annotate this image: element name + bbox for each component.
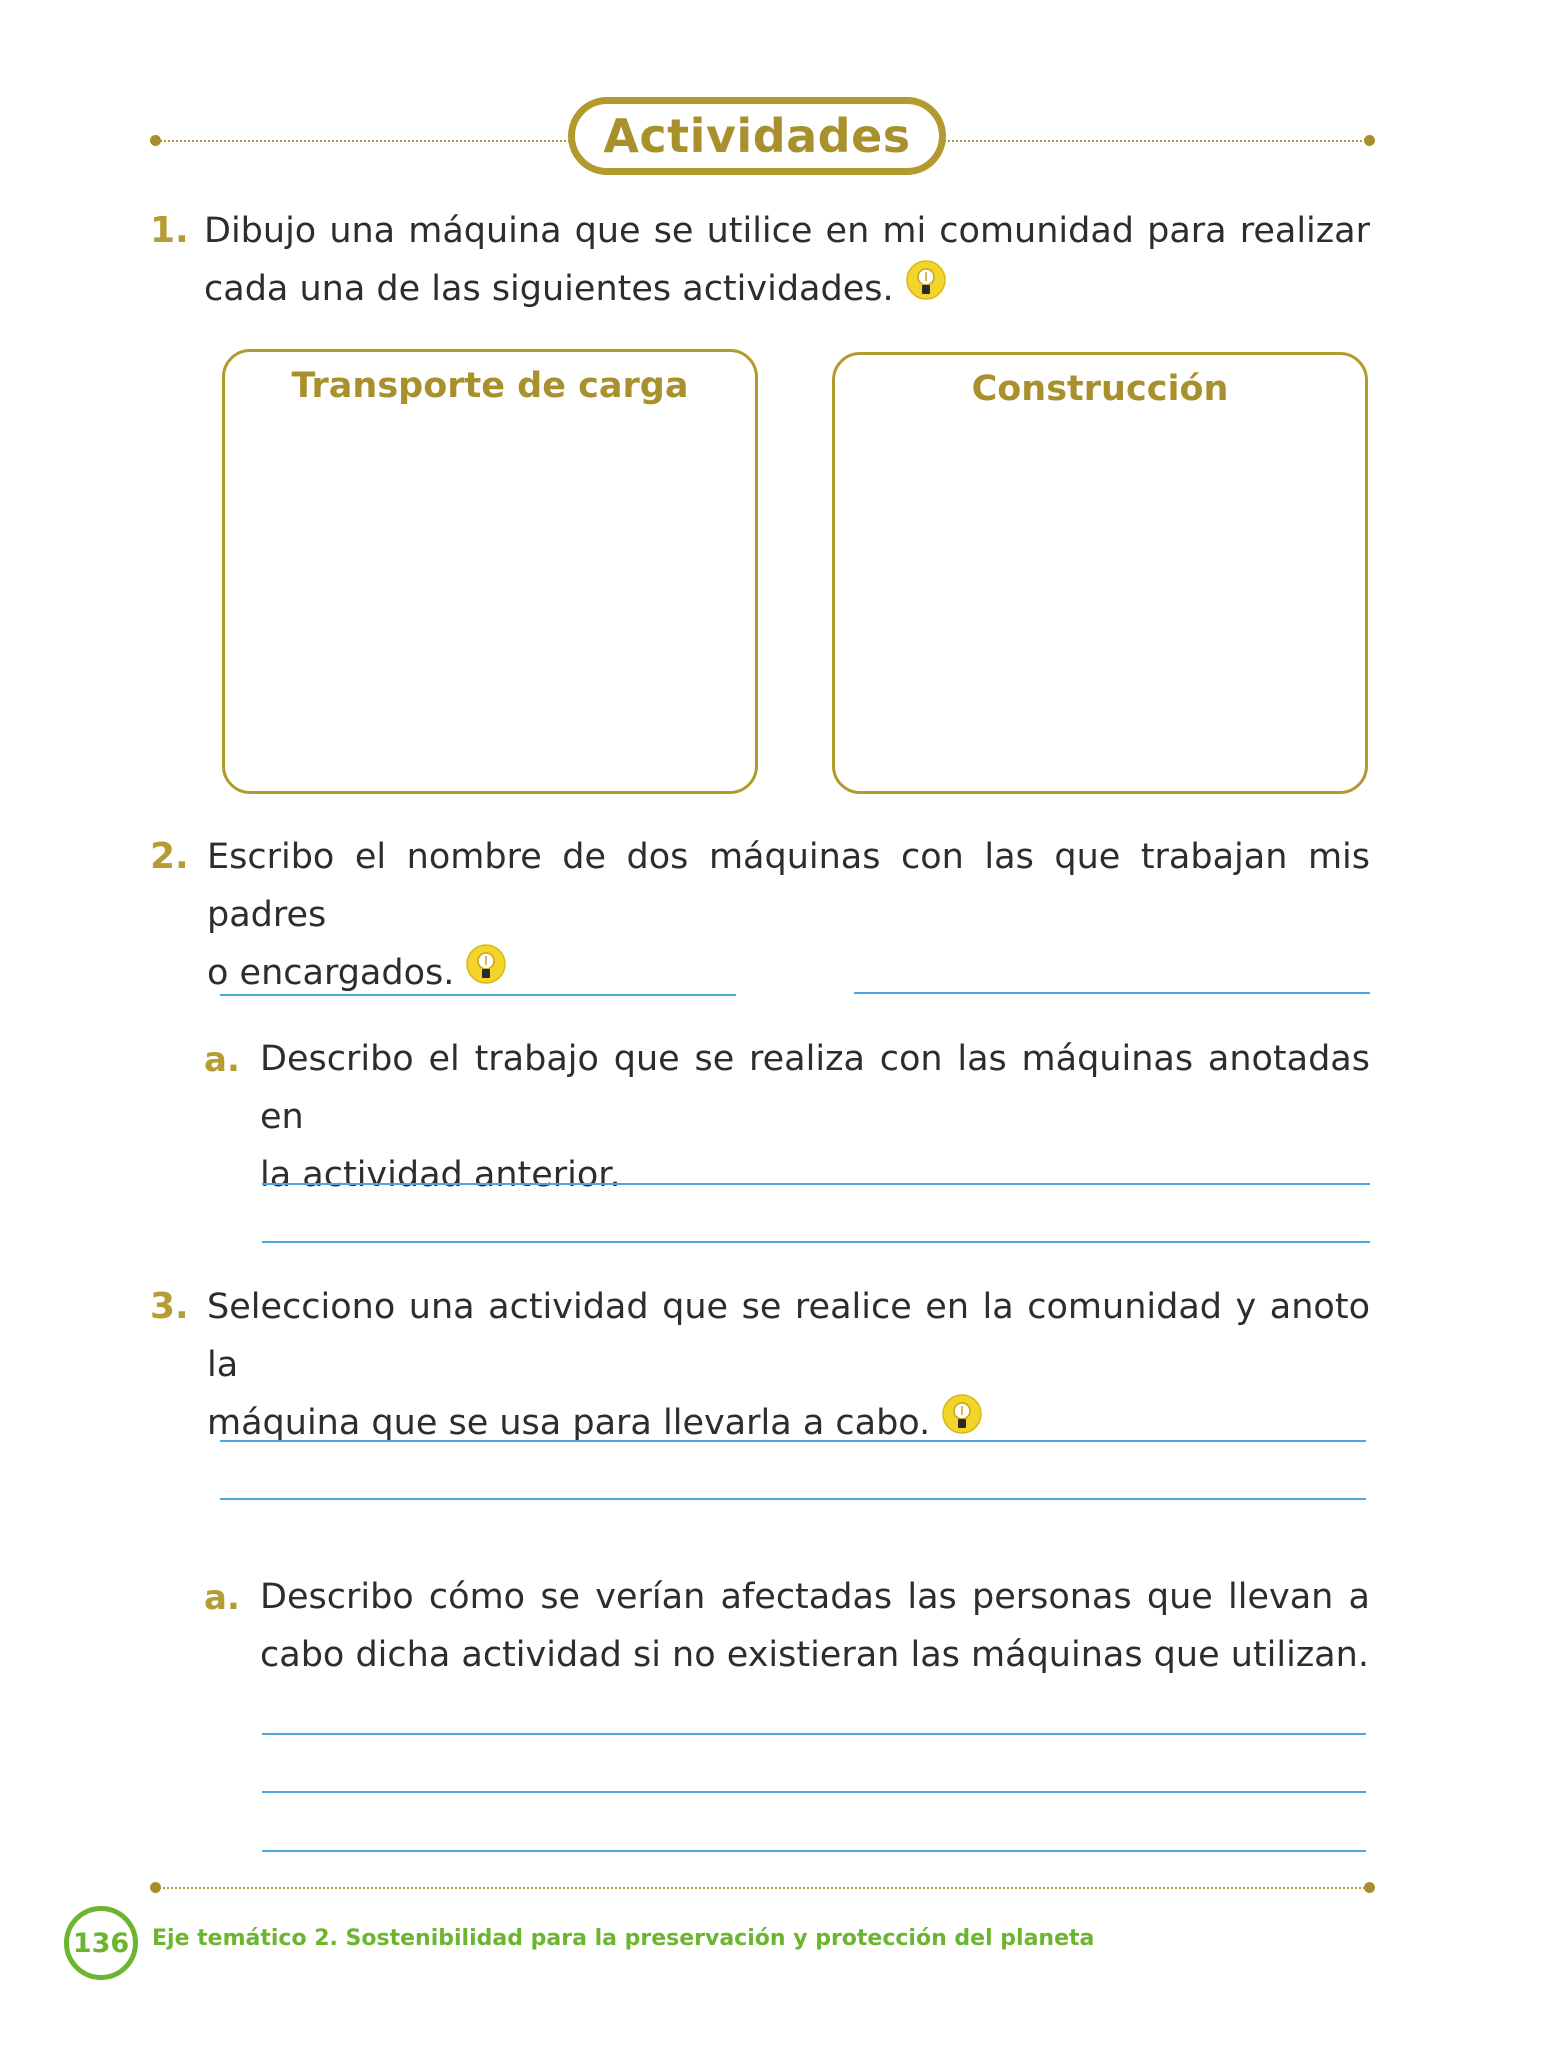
question-3a-line-1: Describo cómo se verían afectadas las personas que llevan a	[260, 1577, 1370, 1617]
page-number: 136	[72, 1927, 130, 1959]
section-title-text: Actividades	[603, 109, 911, 163]
lightbulb-icon	[464, 944, 508, 988]
footer-rule-dot-right	[1364, 1882, 1375, 1893]
answer-line-q2a-2[interactable]	[262, 1241, 1370, 1243]
question-2-line-1: Escribo el nombre de dos máquinas con las que trabajan mis padres	[207, 837, 1370, 935]
header-rule-left	[156, 140, 570, 142]
drawing-box-transporte-label: Transporte de carga	[291, 366, 689, 406]
question-3-line-2-text: máquina que se usa para llevarla a cabo.	[207, 1403, 931, 1443]
question-1-number: 1.	[150, 210, 189, 251]
question-3-line-2	[207, 1394, 1370, 1452]
lightbulb-icon	[940, 1394, 984, 1438]
header-rule-dot-right	[1364, 135, 1375, 146]
question-3a-letter: a.	[204, 1578, 240, 1618]
drawing-box-transporte[interactable]	[222, 349, 758, 794]
lightbulb-icon	[904, 260, 948, 304]
drawing-box-construccion-label: Construcción	[971, 369, 1229, 409]
question-2a-text	[260, 1030, 1370, 1204]
answer-line-q2a-1[interactable]	[262, 1183, 1370, 1185]
answer-line-q2-left[interactable]	[220, 994, 736, 996]
question-1-text	[204, 202, 1370, 318]
answer-line-q3-2[interactable]	[220, 1498, 1366, 1500]
answer-line-q3a-3[interactable]	[262, 1850, 1366, 1852]
question-3-number: 3.	[150, 1286, 189, 1327]
section-title	[568, 97, 946, 175]
question-1-line-2-text: cada una de las siguientes actividades.	[204, 269, 894, 309]
header-rule-right	[944, 140, 1370, 142]
footer-section-title: Eje temático 2. Sostenibilidad para la preservación y protección del planeta	[152, 1926, 1095, 1951]
header-rule-dot-left	[150, 135, 161, 146]
question-2-number: 2.	[150, 836, 189, 877]
answer-line-q3a-1[interactable]	[262, 1733, 1366, 1735]
page-number-badge	[64, 1906, 138, 1980]
answer-line-q2-right[interactable]	[854, 992, 1370, 994]
answer-line-q3-1[interactable]	[220, 1440, 1366, 1442]
question-3a-line-2: cabo dicha actividad si no existieran las máquinas que utilizan.	[260, 1635, 1369, 1675]
question-3-line-1: Selecciono una actividad que se realice en la comunidad y anoto la	[207, 1287, 1370, 1385]
question-2-text	[207, 828, 1370, 1002]
drawing-box-construccion[interactable]	[832, 352, 1368, 794]
question-3a-text	[260, 1568, 1370, 1684]
footer-rule	[156, 1887, 1368, 1889]
question-2a-line-1: Describo el trabajo que se realiza con las máquinas anotadas en	[260, 1039, 1370, 1137]
question-1-line-1: Dibujo una máquina que se utilice en mi comunidad para realizar	[204, 211, 1370, 251]
footer-rule-dot-left	[150, 1882, 161, 1893]
question-3-text	[207, 1278, 1370, 1452]
question-2a-line-2: la actividad anterior.	[260, 1155, 621, 1195]
question-2-line-2-text: o encargados.	[207, 953, 455, 993]
answer-line-q3a-2[interactable]	[262, 1791, 1366, 1793]
question-2a-letter: a.	[204, 1040, 240, 1080]
question-1-line-2	[204, 260, 1370, 318]
